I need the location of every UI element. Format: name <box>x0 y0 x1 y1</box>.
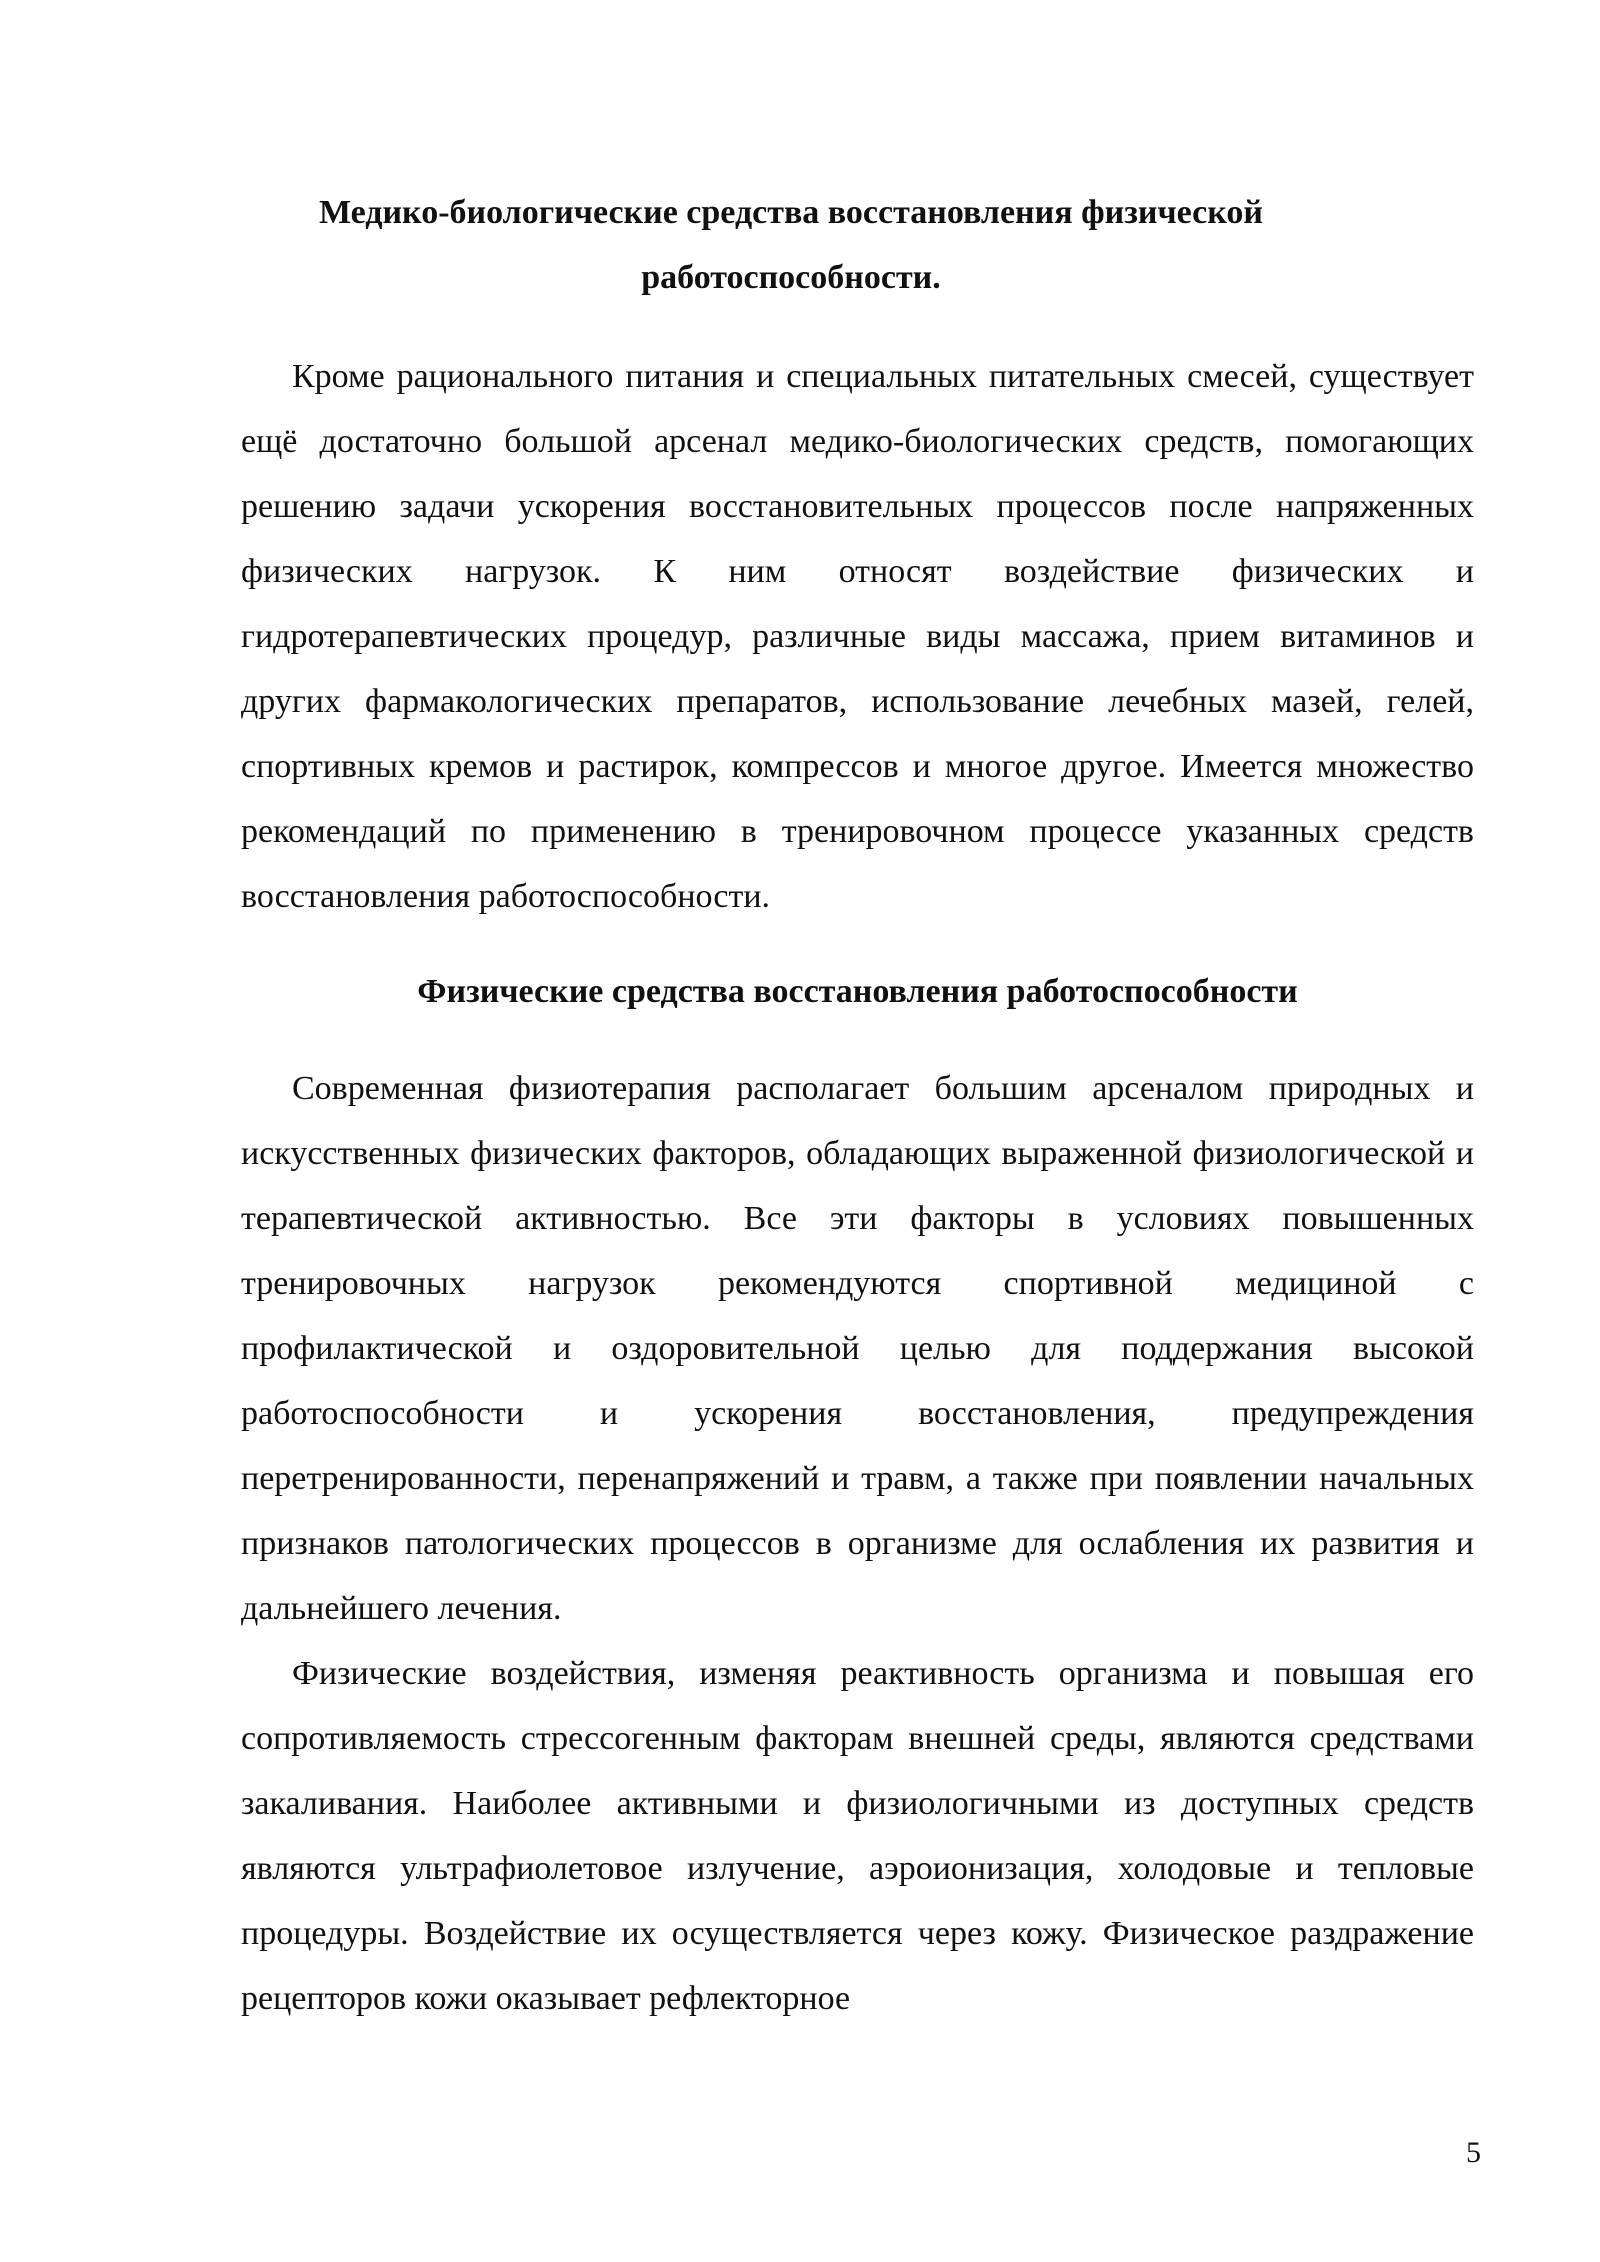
paragraph-intro: Кроме рационального питания и специальных питательных смесей, существует ещё достаточно большой арсенал медико-биологических средств, помогающих решению задачи ускорения восстановительных процессов после напряженных физических нагрузок. К ним относят воздействие физических и гидротерапевтических процедур, различные виды массажа, прием витаминов и других фармакологических препаратов, использование лечебных мазей, гелей, спортивных кремов и растирок, компрессов и многое другое. Имеется множество рекомендаций по применению в тренировочном процессе указанных средств восстановления работоспособности. <box>241 358 1474 915</box>
main-heading: Медико-биологические средства восстановления физической работоспособности. <box>318 194 1263 296</box>
page-body <box>241 180 1474 2031</box>
section-heading: Физические средства восстановления работоспособности <box>417 973 1298 1010</box>
page-number: 5 <box>1466 2136 1481 2169</box>
paragraph-physiotherapy: Современная физиотерапия располагает большим арсеналом природных и искусственных физических факторов, обладающих выраженной физиологической и терапевтической активностью. Все эти факторы в условиях повышенных тренировочных нагрузок рекомендуются спортивной медициной с профилактической и оздоровительной целью для поддержания высокой работоспособности и ускорения восстановления, предупреждения перетренированности, перенапряжений и травм, а также при появлении начальных признаков патологических процессов в организме для ослабления их развития и дальнейшего лечения. <box>241 1070 1474 1627</box>
paragraph-physical-effects: Физические воздействия, изменяя реактивность организма и повышая его сопротивляемость стрессогенным факторам внешней среды, являются средствами закаливания. Наиболее активными и физиологичными из доступных средств являются ультрафиолетовое излучение, аэроионизация, холодовые и тепловые процедуры. Воздействие их осуществляется через кожу. Физическое раздражение рецепторов кожи оказывает рефлекторное <box>241 1655 1474 2017</box>
